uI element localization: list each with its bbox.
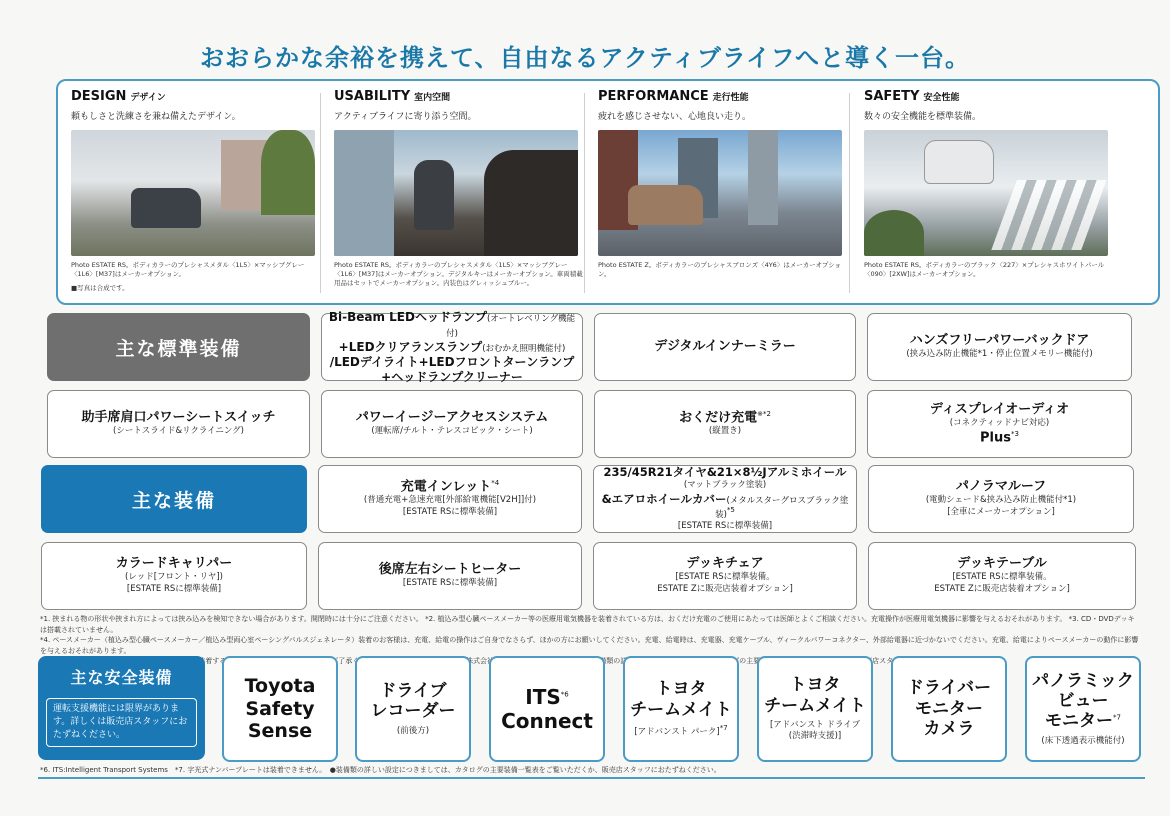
feature-lead: 疲れを感じさせない、心地良い走り。 bbox=[598, 112, 752, 122]
feature-design bbox=[71, 89, 321, 292]
bottom-rule bbox=[38, 777, 1145, 779]
photo-note: ■写真は合成です。 bbox=[71, 283, 129, 292]
photo-caption: Photo ESTATE RS。ボディカラーのプレシャスメタル〈1L5〉×マッシブグレー〈1L6〉[M37]はメーカーオプション。デジタルキーはメーカーオプション。車両積載用品はセットでメーカーオプション。内装色はグレィッシュブルー。 bbox=[334, 261, 583, 287]
std-item-led-headlamp: Bi-Beam LEDヘッドランプ(オートレベリング機能付) +LEDクリアランスランプ(おむかえ照明機能付) /LEDデイライト+LEDフロントターンランプ +ヘッドランプクリーナー bbox=[321, 313, 583, 381]
std-item-easy-access: パワーイージーアクセスシステム (運転席/チルト・テレスコピック・シート) bbox=[321, 390, 583, 458]
feature-title: DESIGN デザイン bbox=[71, 89, 166, 104]
label-safety-equipment: 主な安全装備 bbox=[70, 668, 173, 687]
opt-item-deck-table: デッキテーブル [ESTATE RSに標準装備。 ESTATE Zに販売店装着オプション] bbox=[868, 542, 1136, 610]
safety-item-drive-recorder: ドライブ レコーダー (前後方) bbox=[355, 656, 471, 762]
opt-item-deck-chair: デッキチェア [ESTATE RSに標準装備。 ESTATE Zに販売店装着オプション] bbox=[593, 542, 857, 610]
label-main-equipment: 主な装備 bbox=[41, 465, 307, 533]
feature-lead: 数々の安全機能を標準装備。 bbox=[864, 112, 982, 122]
opt-item-caliper: カラードキャリパー (レッド[フロント・リヤ]) [ESTATE RSに標準装備] bbox=[41, 542, 307, 610]
feature-lead: 頼もしさと洗練さを兼ね備えたデザイン。 bbox=[71, 112, 241, 122]
opt-item-wheels: 235/45R21タイヤ&21×8½Jアルミホイール (マットブラック塗装) &エアロホイールカバー(メタルスターグロスブラック塗装)$^{*5}$ [ESTATE RSに標準装備] bbox=[593, 465, 857, 533]
feature-title: PERFORMANCE 走行性能 bbox=[598, 89, 749, 104]
safety-photo bbox=[864, 130, 1108, 256]
divider bbox=[584, 93, 585, 293]
photo-caption: Photo ESTATE Z。ボディカラーのプレシャスブロンズ〈4Y6〉はメーカーオプション。 bbox=[598, 261, 841, 278]
safety-item-teammate-drive: トヨタ チームメイト [アドバンスト ドライブ (渋滞時支援)] bbox=[757, 656, 873, 762]
page-headline: おおらかな余裕を携えて、自由なるアクティブライフへと導く一台。 bbox=[200, 44, 970, 72]
footnotes: *1. 挟まれる物の形状や挟まれ方によっては挟み込みを検知できない場合があります。開閉時には十分にご注意ください。 *2. 植込み型心臓ペースメーカー等の医療用電気機器を装着されている方は、おくだけ充電のご使用にあたっては医師とよくご相談ください。充電操作が医療用電気機器に影響を与えるおそれがあります。 *3. CD・DVDデッキは搭載されていません。 *4. ペースメーカー（植込み型心臓ペースメーカー／植込み型両心室ペーシングパルスジェネレータ）装着のお客様は、充電、給電の操作はご自身でなさらず、ほかの方にお願いしてください。充電、給電時は、充電器、充電ケーブル、ヴィークルパワーコネクター、外部給電器に近づかないでください。充電、給電によりペースメーカーの動作に影響を与えるおそれがあります。 タイヤとボディの隙間が狭くタイヤチェーンを装着することができませんのであらかじめご了承ください。 ■「おくだけ充電」は、株式会社NTTドコモの登録商標です。 bbox=[40, 615, 1139, 665]
std-item-seat-switch: 助手席肩口パワーシートスイッチ (シートスライド&リクライニング) bbox=[47, 390, 310, 458]
feature-panel bbox=[56, 79, 1160, 305]
photo-caption: Photo ESTATE RS。ボディカラーのプレシャスメタル〈1L5〉×マッシブグレー〈1L6〉[M37]はメーカーオプション。 bbox=[71, 261, 305, 278]
feature-performance bbox=[598, 89, 848, 279]
label-standard-equipment: 主な標準装備 bbox=[47, 313, 310, 381]
feature-usability bbox=[334, 89, 584, 287]
bottom-footnote: *6. ITS:Intelligent Transport Systems *7. 字光式ナンバープレートは装着できません。 ●装備類の詳しい設定につきましては、カタログの主要装備一覧表をご覧いただくか、販売店スタッフにおたずねください。 bbox=[40, 766, 721, 774]
safety-item-driver-monitor: ドライバー モニター カメラ bbox=[891, 656, 1007, 762]
safety-item-its-connect: ITS$^{*6}$ Connect bbox=[489, 656, 605, 762]
opt-item-panorama-roof: パノラマルーフ (電動シェード&挟み込み防止機能付*1) [全車にメーカーオプション] bbox=[868, 465, 1134, 533]
std-item-display-audio: ディスプレイオーディオ (コネクティッドナビ対応) Plus$^{*3}$ bbox=[867, 390, 1132, 458]
feature-title: USABILITY 室内空間 bbox=[334, 89, 451, 104]
design-photo bbox=[71, 130, 315, 256]
feature-safety bbox=[864, 89, 1114, 279]
feature-lead: アクティブライフに寄り添う空間。 bbox=[334, 112, 477, 122]
usability-photo bbox=[334, 130, 578, 256]
std-item-digital-mirror: デジタルインナーミラー bbox=[594, 313, 856, 381]
feature-title: SAFETY 安全性能 bbox=[864, 89, 960, 104]
divider bbox=[849, 93, 850, 293]
photo-caption: Photo ESTATE RS。ボディカラーのブラック〈227〉×プレシャスホワイトパール〈090〉[2XW]はメーカーオプション。 bbox=[864, 261, 1105, 278]
opt-item-seat-heater: 後席左右シートヒーター [ESTATE RSに標準装備] bbox=[318, 542, 582, 610]
performance-photo bbox=[598, 130, 842, 256]
safety-item-panoramic-view: パノラミック ビュー モニター$^{*7}$ (床下透過表示機能付) bbox=[1025, 656, 1141, 762]
safety-note: 運転支援機能には限界があります。詳しくは販売店スタッフにおたずねください。 bbox=[46, 698, 197, 747]
safety-label-box bbox=[38, 656, 205, 760]
std-item-power-backdoor: ハンズフリーパワーバックドア (挟み込み防止機能*1・停止位置メモリー機能付) bbox=[867, 313, 1132, 381]
safety-item-teammate-park: トヨタ チームメイト [アドバンスト パーク]$^{*7}$ bbox=[623, 656, 739, 762]
safety-item-tss: Toyota Safety Sense bbox=[222, 656, 338, 762]
std-item-wireless-charger: おくだけ充電$^{※*2}$ (縦置き) bbox=[594, 390, 856, 458]
opt-item-charge-inlet: 充電インレット$^{*4}$ (普通充電+急速充電[外部給電機能[V2H]]付) [ESTATE RSに標準装備] bbox=[318, 465, 582, 533]
